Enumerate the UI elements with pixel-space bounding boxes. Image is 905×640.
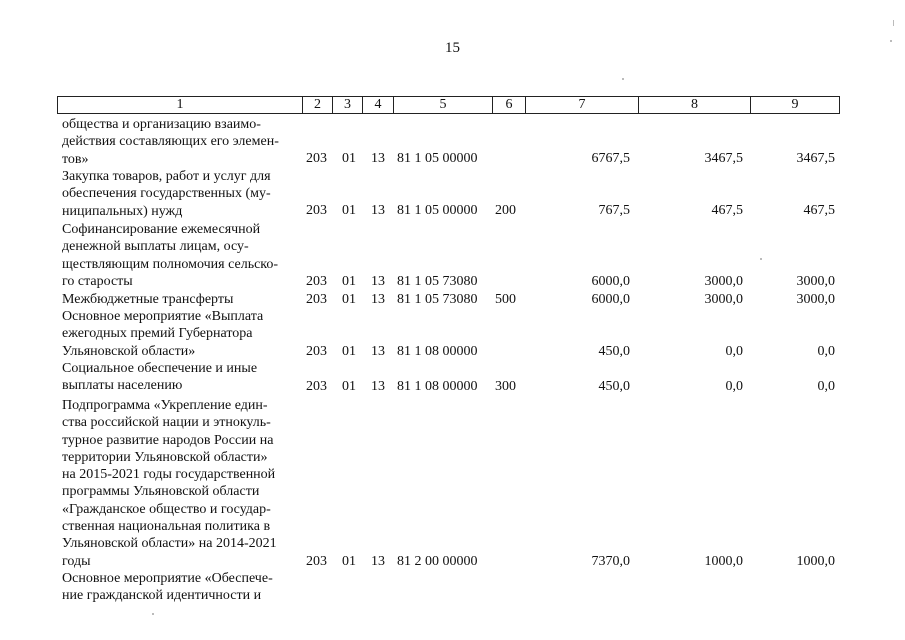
row-description: Основное мероприятие «Обеспече- ние гражданской идентичности и [62,571,273,604]
header-col-2: 2 [303,97,333,113]
cell-c4: 13 [371,379,385,394]
cell-c2: 203 [306,292,327,307]
cell-c4: 13 [371,151,385,166]
table-header-row [57,96,840,114]
cell-c4: 13 [371,344,385,359]
cell-c4: 13 [371,292,385,307]
row-description: Закупка товаров, работ и услуг для обеспечения государственных (му- ниципальных) нужд [62,169,271,219]
cell-c5: 81 1 08 00000 [397,379,478,394]
cell-c2: 203 [306,151,327,166]
cell-c3: 01 [342,274,356,289]
cell-c9: 3467,5 [796,151,835,166]
cell-c5: 81 2 00 00000 [397,554,478,569]
scan-speck [893,20,894,26]
cell-c8: 3000,0 [704,292,743,307]
cell-c2: 203 [306,203,327,218]
cell-c5: 81 1 05 00000 [397,151,478,166]
row-description: Межбюджетные трансферты [62,292,234,307]
cell-c5: 81 1 08 00000 [397,344,478,359]
cell-c3: 01 [342,292,356,307]
cell-c3: 01 [342,379,356,394]
cell-c7: 450,0 [598,344,630,359]
cell-c6: 300 [495,379,516,394]
cell-c7: 767,5 [598,203,630,218]
cell-c7: 450,0 [598,379,630,394]
row-values [0,273,905,290]
row-values [0,553,905,570]
scan-speck [890,40,892,42]
cell-c8: 3000,0 [704,274,743,289]
cell-c3: 01 [342,554,356,569]
header-col-5: 5 [394,97,493,113]
row-description: Основное мероприятие «Выплата ежегодных премий Губернатора Ульяновской области» [62,309,264,359]
cell-c8: 3467,5 [704,151,743,166]
cell-c5: 81 1 05 73080 [397,274,478,289]
cell-c9: 0,0 [817,379,835,394]
scan-speck [152,613,154,615]
scan-speck [622,78,624,80]
row-values [0,150,905,167]
cell-c9: 1000,0 [796,554,835,569]
row-description: общества и организацию взаимо- действия составляющих его элемен- тов» [62,117,279,167]
cell-c4: 13 [371,203,385,218]
header-col-8: 8 [639,97,751,113]
cell-c2: 203 [306,379,327,394]
cell-c9: 467,5 [803,203,835,218]
page-number: 15 [445,40,460,56]
row-values [0,343,905,360]
cell-c7: 6000,0 [591,292,630,307]
header-col-6: 6 [493,97,526,113]
row-values [0,378,905,395]
header-col-4: 4 [363,97,394,113]
cell-c7: 6767,5 [591,151,630,166]
row-description: Софинансирование ежемесячной денежной выплаты лицам, осу- ществляющим полномочия сельско- го старосты [62,222,279,289]
cell-c9: 3000,0 [796,292,835,307]
row-description: Социальное обеспечение и иные выплаты населению [62,361,258,394]
cell-c3: 01 [342,203,356,218]
cell-c7: 7370,0 [591,554,630,569]
header-col-9: 9 [791,97,799,112]
cell-c5: 81 1 05 00000 [397,203,478,218]
cell-c9: 3000,0 [796,274,835,289]
header-col-3: 3 [333,97,363,113]
cell-c8: 0,0 [725,344,743,359]
cell-c8: 1000,0 [704,554,743,569]
header-col-7: 7 [526,97,639,113]
cell-c3: 01 [342,151,356,166]
row-values [0,202,905,219]
cell-c4: 13 [371,274,385,289]
row-values [0,291,905,308]
cell-c6: 200 [495,203,516,218]
cell-c5: 81 1 05 73080 [397,292,478,307]
cell-c2: 203 [306,344,327,359]
cell-c4: 13 [371,554,385,569]
cell-c7: 6000,0 [591,274,630,289]
row-description: Подпрограмма «Укрепление един- ства российской нации и этнокуль- турное развитие народов России на территории Ульяновской области» на 2015-2021 годы государственной программы Ульяновской области «Гражданское общество и государ- ственная национальная политика в Ульяновской области» на 2014-2021 годы [62,398,277,569]
cell-c9: 0,0 [817,344,835,359]
cell-c2: 203 [306,554,327,569]
scan-speck [760,258,762,260]
cell-c8: 0,0 [725,379,743,394]
cell-c2: 203 [306,274,327,289]
header-col-1: 1 [58,97,303,113]
cell-c6: 500 [495,292,516,307]
cell-c8: 467,5 [711,203,743,218]
cell-c3: 01 [342,344,356,359]
